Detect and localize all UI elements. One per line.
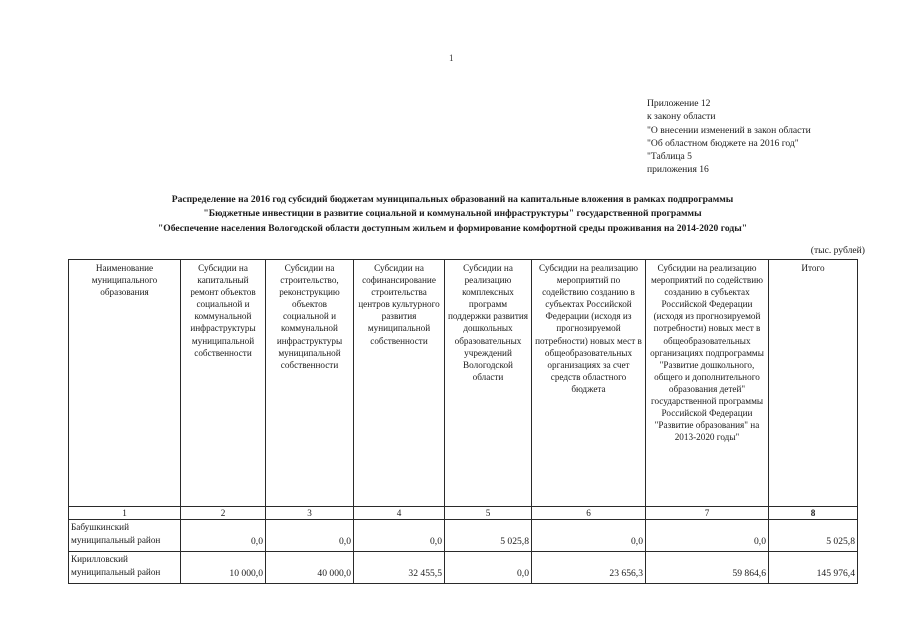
page-number: 1 (449, 53, 454, 63)
column-number: 5 (445, 507, 532, 520)
table-cell: 59 864,6 (646, 552, 769, 584)
table-cell: 32 455,5 (354, 552, 445, 584)
appendix-line: "Таблица 5 (647, 151, 692, 163)
column-header: Наименование муниципального образования (69, 260, 181, 507)
column-number: 7 (646, 507, 769, 520)
table-cell: 5 025,8 (445, 520, 532, 552)
table-cell: 0,0 (532, 520, 646, 552)
municipality-name: Кирилловский муниципальный район (69, 552, 181, 584)
column-header: Субсидии на софинансирование строительства центров культурного развития муниципальной собственности (354, 260, 445, 507)
title-line: "Бюджетные инвестиции в развитие социальной и коммунальной инфраструктуры" государственной программы (203, 208, 702, 220)
column-header: Субсидии на капитальный ремонт объектов социальной и коммунальной инфраструктуры муниципальной собственности (181, 260, 266, 507)
subsidy-table (68, 259, 858, 584)
table-row (69, 520, 858, 552)
column-number: 1 (69, 507, 181, 520)
title-line: Распределение на 2016 год субсидий бюджетам муниципальных образований на капитальные вложения в рамках подпрограммы (171, 194, 734, 205)
column-header: Субсидии на реализацию комплексных программ поддержки развития дошкольных образовательных учреждений Вологодской области (445, 260, 532, 507)
table-cell: 10 000,0 (181, 552, 266, 584)
table-row (69, 552, 858, 584)
municipality-name: Бабушкинский муниципальный район (69, 520, 181, 552)
document-title (100, 193, 805, 236)
column-header: Субсидии на строительство, реконструкцию объектов социальной и коммунальной инфраструктуры муниципальной собственности (266, 260, 354, 507)
column-header: Субсидии на реализацию мероприятий по содействию созданию в субъектах Российской Федерации (исходя из прогнозируемой потребности) новых мест в общеобразовательных организациях подпрограммы "Развитие дошкольного, общего и дополнительного образования детей" государственной программы Российской Федерации "Развитие образования" на 2013-2020 годы" (646, 260, 769, 507)
table-cell: 0,0 (354, 520, 445, 552)
appendix-note (647, 97, 811, 177)
table-cell-total: 5 025,8 (769, 520, 858, 552)
appendix-line: "О внесении изменений в закон области (647, 124, 811, 136)
units-label: (тыс. рублей) (810, 245, 865, 256)
table-cell: 0,0 (181, 520, 266, 552)
column-header: Субсидии на реализацию мероприятий по содействию созданию в субъектах Российской Федерации (исходя из прогнозируемой потребности) новых мест в общеобразовательных организациях за счет средств областного бюджета (532, 260, 646, 507)
appendix-line: "Об областном бюджете на 2016 год" (647, 137, 799, 149)
table-header-row (69, 260, 858, 507)
column-number: 8 (769, 507, 858, 520)
table-cell: 0,0 (445, 552, 532, 584)
table-cell: 23 656,3 (532, 552, 646, 584)
column-number: 3 (266, 507, 354, 520)
table-cell: 40 000,0 (266, 552, 354, 584)
appendix-line: приложения 16 (647, 164, 709, 176)
column-number-row (69, 507, 858, 520)
table-cell: 0,0 (646, 520, 769, 552)
appendix-line: Приложение 12 (647, 98, 711, 109)
table-cell-total: 145 976,4 (769, 552, 858, 584)
title-line: "Обеспечение населения Вологодской области доступным жильем и формирование комфортной среды проживания на 2014-2020 годы" (157, 222, 748, 234)
column-header: Итого (769, 260, 858, 507)
appendix-line: к закону области (647, 111, 716, 123)
column-number: 6 (532, 507, 646, 520)
column-number: 2 (181, 507, 266, 520)
column-number: 4 (354, 507, 445, 520)
table-cell: 0,0 (266, 520, 354, 552)
